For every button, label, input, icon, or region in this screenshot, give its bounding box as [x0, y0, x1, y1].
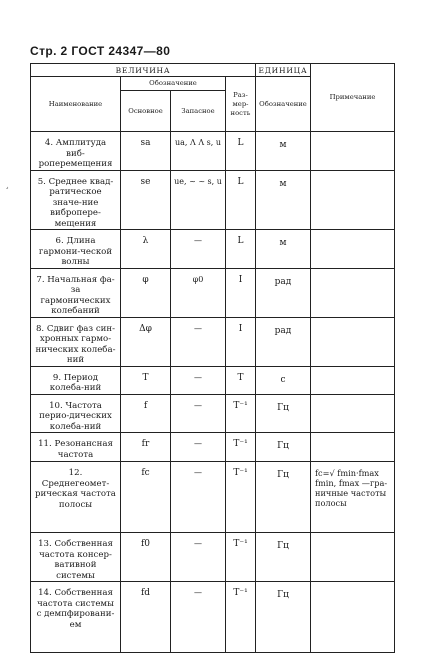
row-dimension: I — [226, 317, 256, 366]
row-spare-symbol: — — [171, 462, 226, 533]
group-unit-header: ЕДИНИЦА — [256, 64, 311, 77]
page-header: Стр. 2 ГОСТ 24347—80 — [30, 44, 171, 58]
row-unit: Гц — [256, 394, 311, 433]
row-main-symbol: λ — [121, 230, 171, 269]
row-main-symbol: se — [121, 170, 171, 230]
row-note — [311, 317, 395, 366]
row-main-symbol: f — [121, 394, 171, 433]
row-unit: Гц — [256, 433, 311, 462]
row-spare-symbol: ue, ~ ~ s, u — [171, 170, 226, 230]
row-dimension: T⁻¹ — [226, 533, 256, 582]
row-name: 14. Собственная частота системы с демпфировани-ем — [31, 582, 121, 653]
unit-symbol-column-header: Обозначение — [256, 77, 311, 132]
row-note — [311, 230, 395, 269]
table-row — [31, 462, 395, 533]
table-row — [31, 394, 395, 433]
row-note: fc=√ fmin·fmax fmin, fmax —гра-ничные частоты полосы — [311, 462, 395, 533]
row-note — [311, 132, 395, 171]
note-column-header: Примечание — [311, 64, 395, 132]
row-unit: м — [256, 170, 311, 230]
row-note — [311, 582, 395, 653]
row-dimension: L — [226, 170, 256, 230]
dimension-column-header: Раз-мер-ность — [226, 77, 256, 132]
row-spare-symbol: — — [171, 230, 226, 269]
row-unit: рад — [256, 268, 311, 317]
row-unit: м — [256, 132, 311, 171]
row-main-symbol: fc — [121, 462, 171, 533]
row-name: 6. Длина гармони-ческой волны — [31, 230, 121, 269]
row-name: 12. Среднегеомет-рическая частота полосы — [31, 462, 121, 533]
row-unit: рад — [256, 317, 311, 366]
row-unit: Гц — [256, 582, 311, 653]
table-row — [31, 582, 395, 653]
margin-mark: ¸ — [5, 180, 10, 190]
table-row — [31, 533, 395, 582]
row-dimension: T⁻¹ — [226, 433, 256, 462]
row-note — [311, 394, 395, 433]
row-dimension: L — [226, 230, 256, 269]
row-name: 5. Среднее квад-ратическое значе-ние вибропере-мещения — [31, 170, 121, 230]
row-dimension: T⁻¹ — [226, 394, 256, 433]
row-dimension: I — [226, 268, 256, 317]
row-spare-symbol: — — [171, 394, 226, 433]
row-note — [311, 170, 395, 230]
table-row — [31, 170, 395, 230]
row-name: 7. Начальная фа-за гармонических колебаний — [31, 268, 121, 317]
row-unit: Гц — [256, 462, 311, 533]
row-dimension: L — [226, 132, 256, 171]
row-note — [311, 366, 395, 394]
row-spare-symbol: — — [171, 533, 226, 582]
row-main-symbol: φ — [121, 268, 171, 317]
quantities-table — [30, 63, 395, 653]
row-name: 13. Собственная частота консер-вативной системы — [31, 533, 121, 582]
row-main-symbol: f0 — [121, 533, 171, 582]
row-note — [311, 268, 395, 317]
row-dimension: T⁻¹ — [226, 582, 256, 653]
designation-column-header: Обозначение — [121, 77, 226, 91]
row-spare-symbol: ua, Λ Λ s, u — [171, 132, 226, 171]
row-spare-symbol: — — [171, 366, 226, 394]
row-main-symbol: fd — [121, 582, 171, 653]
row-main-symbol: sa — [121, 132, 171, 171]
row-name: 4. Амплитуда виб-роперемещения — [31, 132, 121, 171]
main-designation-header: Основное — [121, 91, 171, 132]
row-name: 11. Резонансная частота — [31, 433, 121, 462]
row-spare-symbol: φ0 — [171, 268, 226, 317]
row-note — [311, 433, 395, 462]
table-row — [31, 230, 395, 269]
row-name: 9. Период колеба-ний — [31, 366, 121, 394]
row-spare-symbol: — — [171, 582, 226, 653]
name-column-header: Наименование — [31, 77, 121, 132]
table-row — [31, 433, 395, 462]
row-main-symbol: fr — [121, 433, 171, 462]
row-name: 8. Сдвиг фаз син-хронных гармо-нических колеба-ний — [31, 317, 121, 366]
table-row — [31, 132, 395, 171]
row-unit: м — [256, 230, 311, 269]
row-note — [311, 533, 395, 582]
spare-designation-header: Запасное — [171, 91, 226, 132]
group-quantity-header: ВЕЛИЧИНА — [31, 64, 256, 77]
row-dimension: T — [226, 366, 256, 394]
row-spare-symbol: — — [171, 317, 226, 366]
row-unit: с — [256, 366, 311, 394]
row-unit: Гц — [256, 533, 311, 582]
row-dimension: T⁻¹ — [226, 462, 256, 533]
row-main-symbol: Δφ — [121, 317, 171, 366]
table-row — [31, 317, 395, 366]
row-main-symbol: T — [121, 366, 171, 394]
row-name: 10. Частота перио-дических колеба-ний — [31, 394, 121, 433]
row-spare-symbol: — — [171, 433, 226, 462]
table-row — [31, 268, 395, 317]
table-row — [31, 366, 395, 394]
